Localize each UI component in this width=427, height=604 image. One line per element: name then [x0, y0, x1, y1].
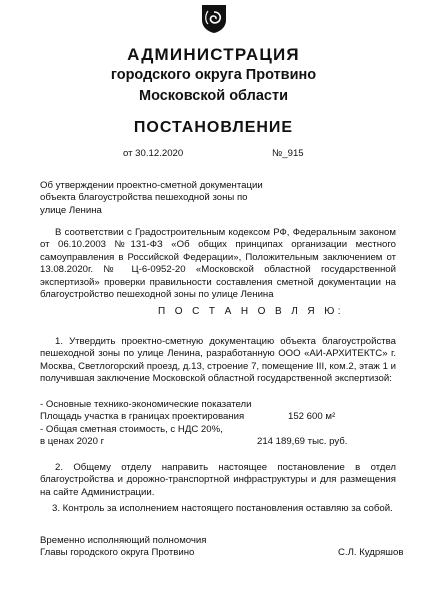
parameter-cost-heading: - Общая сметная стоимость, с НДС 20%, [40, 423, 223, 435]
signature-title-line: Главы городского округа Протвино [40, 547, 195, 559]
item-3-paragraph: 3. Контроль за исполнением настоящего постановления оставляю за собой. [52, 503, 393, 514]
region-heading: Московской области [138, 88, 289, 104]
item-2-paragraph: 2. Общему отделу направить настоящее постановление в отдел благоустройства и дорожно-транспортной инфраструктуры и для размещения на сайте Администрации. [40, 462, 396, 498]
document-number: №_915 [272, 148, 304, 159]
parameter-cost-value: 214 189,69 тыс. руб. [257, 436, 348, 448]
administration-heading: АДМИНИСТРАЦИЯ [127, 45, 300, 64]
signature-title-line: Временно исполняющий полномочия [40, 535, 207, 546]
preamble-paragraph: В соответствии с Градостроительным кодексом РФ, Федеральным законом от 06.10.2003 №131-ФЗ «Об общих принципах организации местного самоуправления в Российской Федерации», Положительным заключением от 13.08.2020г. № Ц-6-0952-20 «Московской областной государственной экспертизой» проверки правильности составления сметной документации на благоустройство пешеходной зоны по улице Ленина [40, 227, 396, 301]
document-subject [40, 180, 263, 217]
subject-line: Об утверждении проектно-сметной документации [40, 180, 263, 191]
signature-title [40, 535, 206, 560]
item-1-paragraph: 1. Утвердить проектно-сметную документацию объекта благоустройства пешеходной зоны по улице Ленина, разработанную ООО «АИ-АРХИТЕКТС» г. Москва, Светлогорский проезд, д.13, строение 7, помещение III, ком.2, этаж 1 и получившая заключение Московской областной государственной экспертизой: [40, 336, 396, 385]
parameters-heading: - Основные технико-экономические показатели [40, 399, 252, 410]
decree-word: П О С Т А Н О В Л Я Ю: [158, 306, 344, 317]
parameter-cost-row [40, 436, 348, 448]
document-type-heading: ПОСТАНОВЛЕНИЕ [133, 119, 294, 136]
subject-line: объекта благоустройства пешеходной зоны по [40, 192, 248, 204]
technical-parameters [40, 399, 348, 449]
subject-line: улице Ленина [40, 204, 102, 216]
parameter-area-row [40, 411, 336, 423]
city-emblem-icon [200, 3, 228, 34]
signer-name: С.Л. Кудряшов [338, 547, 404, 558]
parameter-area-value: 152 600 м² [288, 411, 336, 423]
district-heading: городского округа Протвино [110, 67, 317, 83]
document-date: от 30.12.2020 [123, 148, 184, 159]
parameter-area-label: Площадь участка в границах проектирования [40, 411, 245, 423]
parameter-cost-label: в ценах 2020 г [40, 436, 105, 448]
